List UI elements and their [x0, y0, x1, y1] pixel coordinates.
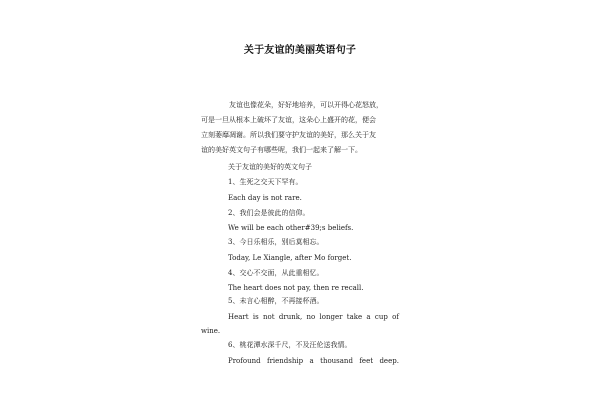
sentence-cn: 5、未言心相醉，不再接杯酒。	[228, 297, 324, 305]
document-title: 关于友谊的美丽英语句子	[243, 45, 357, 56]
sentence-en-wrap: wine.	[201, 327, 221, 335]
sentence-en: We will be each other#39;s beliefs.	[228, 224, 354, 232]
word: Heart	[228, 313, 249, 321]
subheading: 关于友谊的美好的英文句子	[228, 163, 312, 171]
word: longer	[319, 313, 343, 321]
word: Profound	[228, 357, 261, 365]
sentence-en-justified	[228, 310, 399, 325]
word: thousand	[320, 357, 353, 365]
sentence-en: Each day is not rare.	[228, 194, 302, 202]
word: deep.	[379, 357, 399, 365]
sentence-en: Today, Le Xiangle, after Mo forget.	[228, 254, 352, 262]
intro-line: 谊的美好英文句子有哪些呢，我们一起来了解一下。	[201, 146, 362, 154]
sentence-cn: 2、我们会是彼此的信仰。	[228, 209, 310, 217]
sentence-cn: 1、生死之交天下罕有。	[228, 178, 303, 186]
sentence-cn: 3、今日乐相乐，别后莫相忘。	[228, 238, 324, 246]
word: friendship	[266, 357, 304, 365]
word: is	[252, 313, 259, 321]
word: drunk,	[278, 313, 303, 321]
word: a	[309, 357, 314, 365]
intro-line: 可是一旦从根本上破坏了友谊，这朵心上盛开的花，便会	[201, 116, 376, 124]
word: not	[263, 313, 275, 321]
word: no	[306, 313, 316, 321]
sentence-cn: 6、桃花潭水深千尺，不及汪伦送我情。	[228, 341, 352, 349]
sentence-en-justified	[228, 354, 399, 369]
word: feet	[359, 357, 374, 365]
intro-line: 友谊也像花朵，好好地培养，可以开得心花怒放，	[229, 101, 383, 109]
intro-line: 立刻萎靡凋谢。所以我们要守护友谊的美好，那么关于友	[201, 131, 376, 139]
sentence-cn: 4、交心不交面，从此重相忆。	[228, 269, 324, 277]
word: cup	[374, 313, 388, 321]
word: a	[366, 313, 371, 321]
sentence-en: The heart does not pay, then re recall.	[228, 284, 364, 292]
word: take	[346, 313, 363, 321]
word: of	[392, 313, 399, 321]
intro-paragraph	[201, 98, 399, 158]
